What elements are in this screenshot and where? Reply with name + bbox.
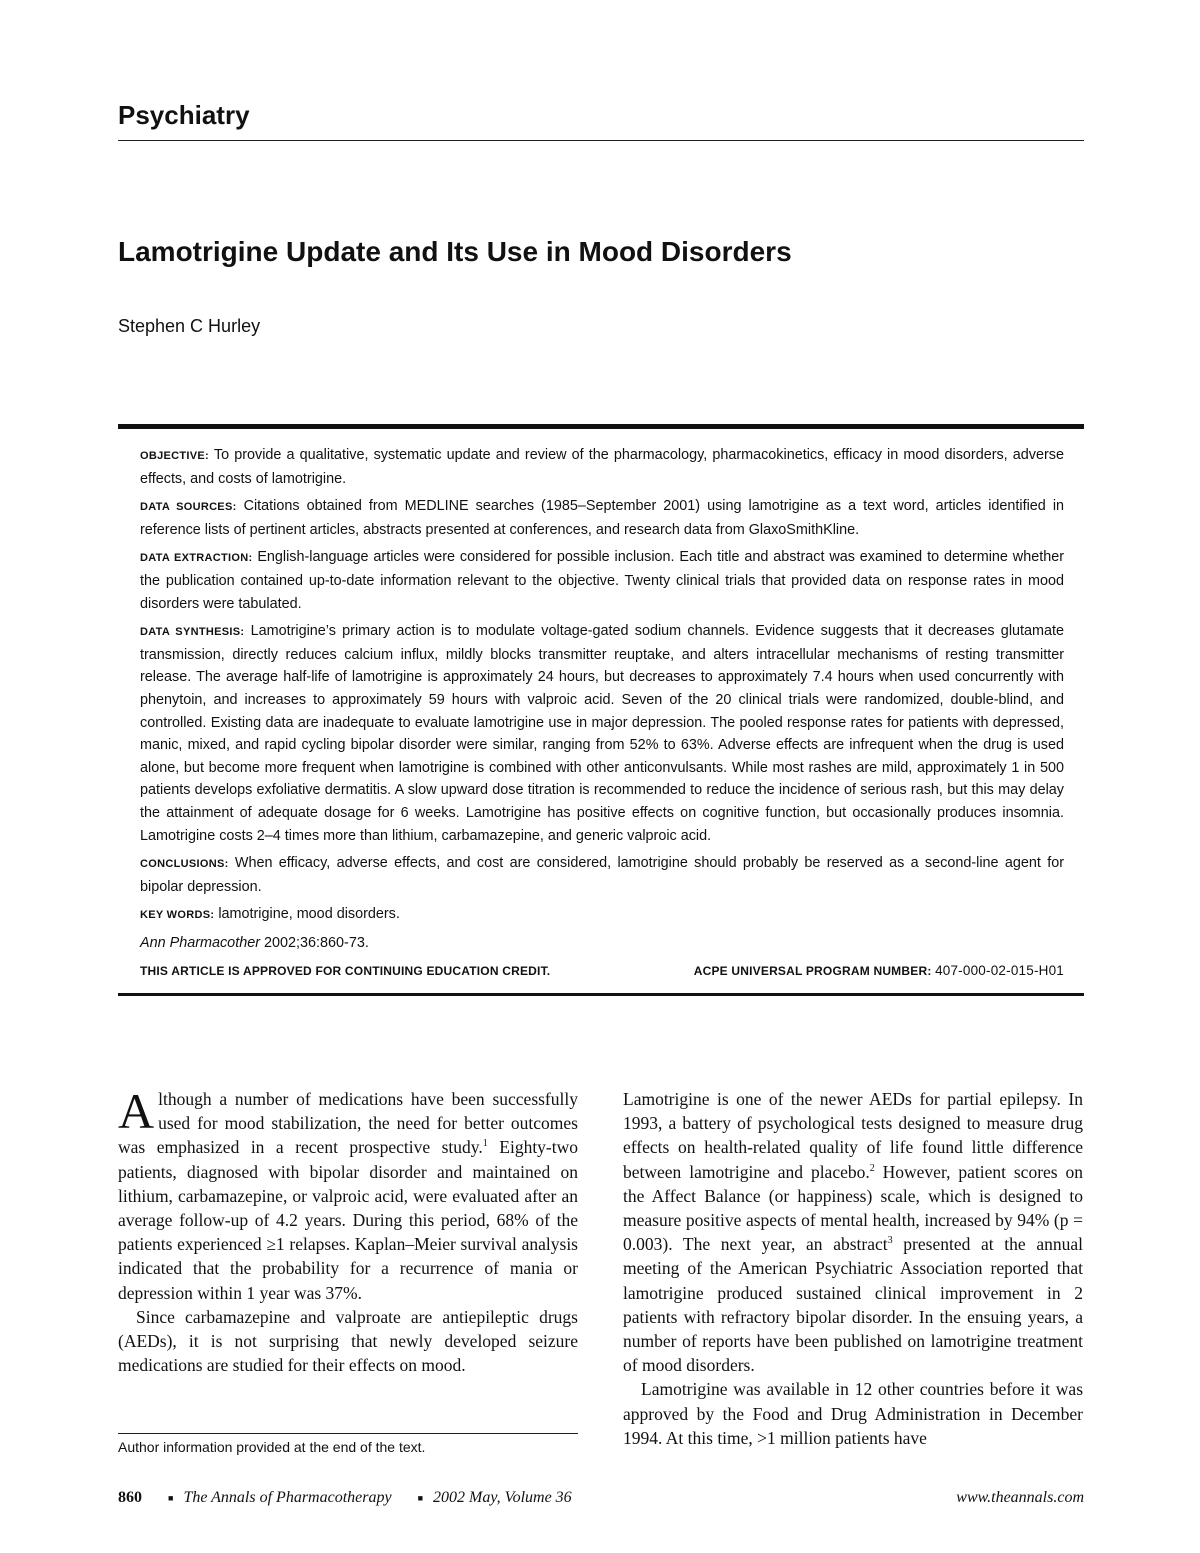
synthesis-label: DATA SYNTHESIS:	[140, 626, 245, 639]
body-paragraph-2: Since carbamazepine and valproate are antiepileptic drugs (AEDs), it is not surprising that newly developed seizure medications are studied for their effects on mood.	[118, 1306, 578, 1376]
objective-label: OBJECTIVE:	[140, 450, 210, 462]
section-rule	[118, 140, 1084, 141]
abstract-bottom-rule	[118, 993, 1084, 996]
abstract-sources	[140, 495, 1064, 541]
body-paragraph-4: Lamotrigine was available in 12 other countries before it was approved by the Food and Drug Administration in December 1994. At this time, >1 million patients have	[623, 1379, 1083, 1448]
p3-text-a: Lamotrigine is one of the newer AEDs for partial epilepsy. In 1993, a battery of psychological tests designed to measure drug effects on health-related quality of life found little difference between lamotrigine and placebo.	[623, 1089, 1083, 1182]
body-paragraph-1	[118, 1083, 579, 1305]
abstract-keywords	[140, 903, 1064, 927]
sources-text: Citations obtained from MEDLINE searches (1985–September 2001) using lamotrigine as a text word, articles identified in reference lists of pertinent articles, abstracts presented at conferences, and research data from GlaxoSmithKline.	[140, 498, 1065, 538]
page-number: 860	[118, 1489, 142, 1506]
p1-text: lthough a number of medications have been successfully used for mood stabilization, the need for better outcomes was emphasized in a recent prospective study.	[118, 1089, 578, 1158]
citation-ref: 2002;36:860-73.	[264, 934, 369, 951]
body-column-right	[623, 1087, 1083, 1450]
article-title: Lamotrigine Update and Its Use in Mood Disorders	[118, 236, 792, 267]
acpe-program	[694, 960, 1064, 983]
conclusions-text: When efficacy, adverse effects, and cost are considered, lamotrigine should probably be reserved as a second-line agent for bipolar depression.	[140, 855, 1064, 895]
ref-3: 3	[887, 1235, 893, 1247]
ce-credit-row	[140, 960, 1064, 983]
keywords-text: lamotrigine, mood disorders.	[218, 906, 400, 923]
synthesis-text: Lamotrigine’s primary action is to modulate voltage-gated sodium channels. Evidence suggests that it decreases glutamate transmission, directly reduces calcium influx, mildly blocks transmitter reuptake, and alters intracellular mechanisms of resting transmitter release. The average half-life of lamotrigine is approximately 24 hours, but decreases to approximately 7.4 hours when used concurrently with phenytoin, and increases to approximately 59 hours with valproic acid. Seven of the 20 clinical trials were randomized, double-blind, and controlled. Existing data are inadequate to evaluate lamotrigine use in major depression. The pooled response rates for patients with depressed, manic, mixed, and rapid cycling bipolar disorder were similar, ranging from 52% to 63%. Adverse effects are infrequent when the drug is used alone, but become more frequent when lamotrigine is combined with other anticonvulsants. While most rashes are mild, approximately 1 in 500 patients develops exfoliative dermatitis. A slow upward dose titration is recommended to reduce the incidence of serious rash, but this may delay the attainment of adequate dosage for 6 weeks. Lamotrigine has positive effects on cognitive function, but occasionally produces insomnia. Lamotrigine costs 2–4 times more than lithium, carbamazepine, and generic valproic acid.	[140, 623, 1065, 844]
bullet-icon: ■	[168, 1493, 174, 1504]
issue-info: 2002 May, Volume 36	[433, 1489, 572, 1506]
p1-rest: Eighty-two patients, diagnosed with bipolar disorder and maintained on lithium, carbamazepine, or valproic acid, were evaluated after an average follow-up of 4.2 years. During this period, 68% of the patients experienced ≥1 relapses. Kaplan–Meier survival analysis indicated that the probability for a recurrence of mania or depression within 1 year was 37%.	[118, 1137, 579, 1303]
ce-credit-text: THIS ARTICLE IS APPROVED FOR CONTINUING EDUCATION CREDIT.	[140, 964, 551, 979]
abstract-top-rule	[118, 424, 1084, 429]
abstract-citation	[140, 932, 1064, 955]
keywords-label: KEY WORDS:	[140, 909, 215, 922]
drop-cap: A	[118, 1083, 155, 1139]
footer-left	[118, 1489, 582, 1507]
acpe-label: ACPE UNIVERSAL PROGRAM NUMBER:	[693, 964, 932, 979]
journal-url[interactable]: www.theannals.com	[956, 1489, 1084, 1506]
footnote: Author information provided at the end of the text.	[118, 1439, 426, 1455]
sources-label: DATA SOURCES:	[140, 501, 237, 514]
conclusions-label: CONCLUSIONS:	[140, 858, 229, 871]
abstract-synthesis	[140, 620, 1064, 847]
abstract-conclusions	[140, 852, 1064, 898]
footnote-rule	[118, 1433, 578, 1434]
citation-journal: Ann Pharmacother	[140, 934, 260, 951]
section-heading: Psychiatry	[118, 100, 250, 130]
body-paragraph-3	[623, 1087, 1083, 1377]
acpe-number: 407-000-02-015-H01	[935, 963, 1064, 979]
objective-text: To provide a qualitative, systematic update and review of the pharmacology, pharmacokinetics, efficacy in mood disorders, adverse effects, and costs of lamotrigine.	[140, 447, 1065, 487]
p3-text-b: However, patient scores on the Affect Balance (or happiness) scale, which is designed to measure positive aspects of mental health, increased by 94% (p = 0.003). The next year, an abstract	[623, 1161, 1083, 1255]
p3-text-c: presented at the annual meeting of the American Psychiatric Association reported that lamotrigine produced sustained clinical improvement in 2 patients with refractory bipolar disorder. In the ensuing years, a number of reports have been published on lamotrigine treatment of mood disorders.	[623, 1234, 1083, 1376]
abstract-objective	[140, 444, 1064, 490]
bullet-icon: ■	[417, 1493, 424, 1504]
article-author: Stephen C Hurley	[118, 316, 261, 336]
extraction-text: English-language articles were considered for possible inclusion. Each title and abstract was examined to determine whether the publication contained up-to-date information relevant to the objective. Twenty clinical trials that provided data on response rates in mood disorders were tabulated.	[140, 549, 1065, 612]
page-footer	[118, 1489, 1084, 1507]
ref-2: 2	[869, 1162, 875, 1174]
extraction-label: DATA EXTRACTION:	[140, 552, 253, 565]
ref-1: 1	[482, 1138, 488, 1150]
body-column-left	[118, 1083, 579, 1377]
journal-name: The Annals of Pharmacotherapy	[183, 1489, 392, 1506]
abstract-extraction	[140, 546, 1064, 615]
abstract	[140, 444, 1064, 983]
